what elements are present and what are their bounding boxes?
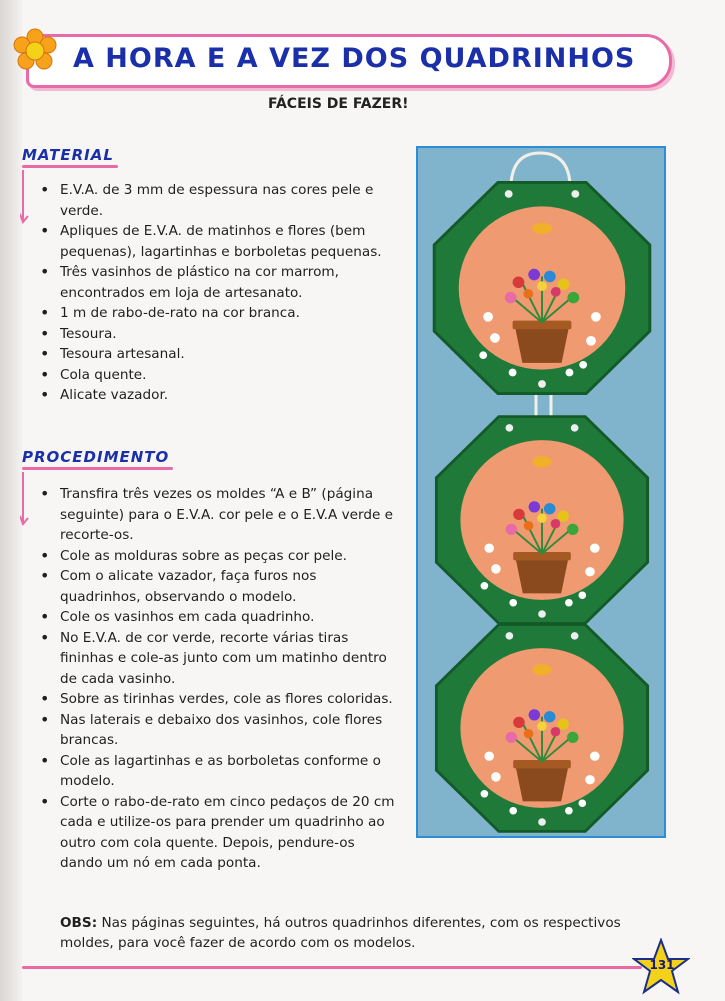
- procedimento-list: [38, 484, 396, 874]
- obs-note: [60, 913, 660, 953]
- arrow-down-icon: [20, 472, 32, 528]
- list-item: • Cole as lagartinhas e as borboletas conforme o modelo.: [38, 751, 396, 792]
- craft-illustration: [418, 148, 664, 836]
- material-heading: MATERIAL: [22, 146, 114, 164]
- list-item: • No E.V.A. de cor verde, recorte várias tiras fininhas e cole-as junto com um matinho dentro de cada vasinho.: [38, 628, 396, 690]
- page-title: A HORA E A VEZ DOS QUADRINHOS: [73, 43, 636, 74]
- list-item: • Transfira três vezes os moldes “A e B” (página seguinte) para o E.V.A. cor pele e o E.V.A verde e recorte-os.: [38, 484, 396, 546]
- page-number: 131: [649, 958, 675, 972]
- list-item: • Com o alicate vazador, faça furos nos quadrinhos, observando o modelo.: [38, 566, 396, 607]
- arrow-down-icon: [20, 170, 32, 226]
- obs-label: OBS:: [60, 915, 98, 931]
- obs-text: Nas páginas seguintes, há outros quadrinhos diferentes, com os respectivos moldes, para você fazer de acordo com os modelos.: [60, 915, 621, 951]
- page-subtitle: FÁCEIS DE FAZER!: [268, 96, 409, 112]
- list-item: • Três vasinhos de plástico na cor marrom, encontrados em loja de artesanato.: [38, 262, 396, 303]
- craft-photo: [416, 146, 666, 838]
- list-item: • Alicate vazador.: [38, 385, 396, 406]
- title-banner: [26, 34, 672, 88]
- material-list: [38, 180, 396, 406]
- list-item: • Apliques de E.V.A. de matinhos e flores (bem pequenas), lagartinhas e borboletas pequenas.: [38, 221, 396, 262]
- list-item: • Tesoura artesanal.: [38, 344, 396, 365]
- flower-icon: [12, 28, 58, 74]
- list-item: • E.V.A. de 3 mm de espessura nas cores pele e verde.: [38, 180, 396, 221]
- procedimento-heading: PROCEDIMENTO: [22, 448, 170, 466]
- list-item: • 1 m de rabo-de-rato na cor branca.: [38, 303, 396, 324]
- list-item: • Cola quente.: [38, 365, 396, 386]
- list-item: • Cole as molduras sobre as peças cor pele.: [38, 546, 396, 567]
- list-item: • Sobre as tirinhas verdes, cole as flores coloridas.: [38, 689, 396, 710]
- page-gutter-shadow: [0, 0, 22, 1001]
- list-item: • Nas laterais e debaixo dos vasinhos, cole flores brancas.: [38, 710, 396, 751]
- list-item: • Cole os vasinhos em cada quadrinho.: [38, 607, 396, 628]
- list-item: • Tesoura.: [38, 324, 396, 345]
- list-item: • Corte o rabo-de-rato em cinco pedaços de 20 cm cada e utilize-os para prender um quadrinho ao outro com cola quente. Depois, pendure-os dando um nó em cada ponta.: [38, 792, 396, 874]
- footer-divider: [22, 966, 642, 969]
